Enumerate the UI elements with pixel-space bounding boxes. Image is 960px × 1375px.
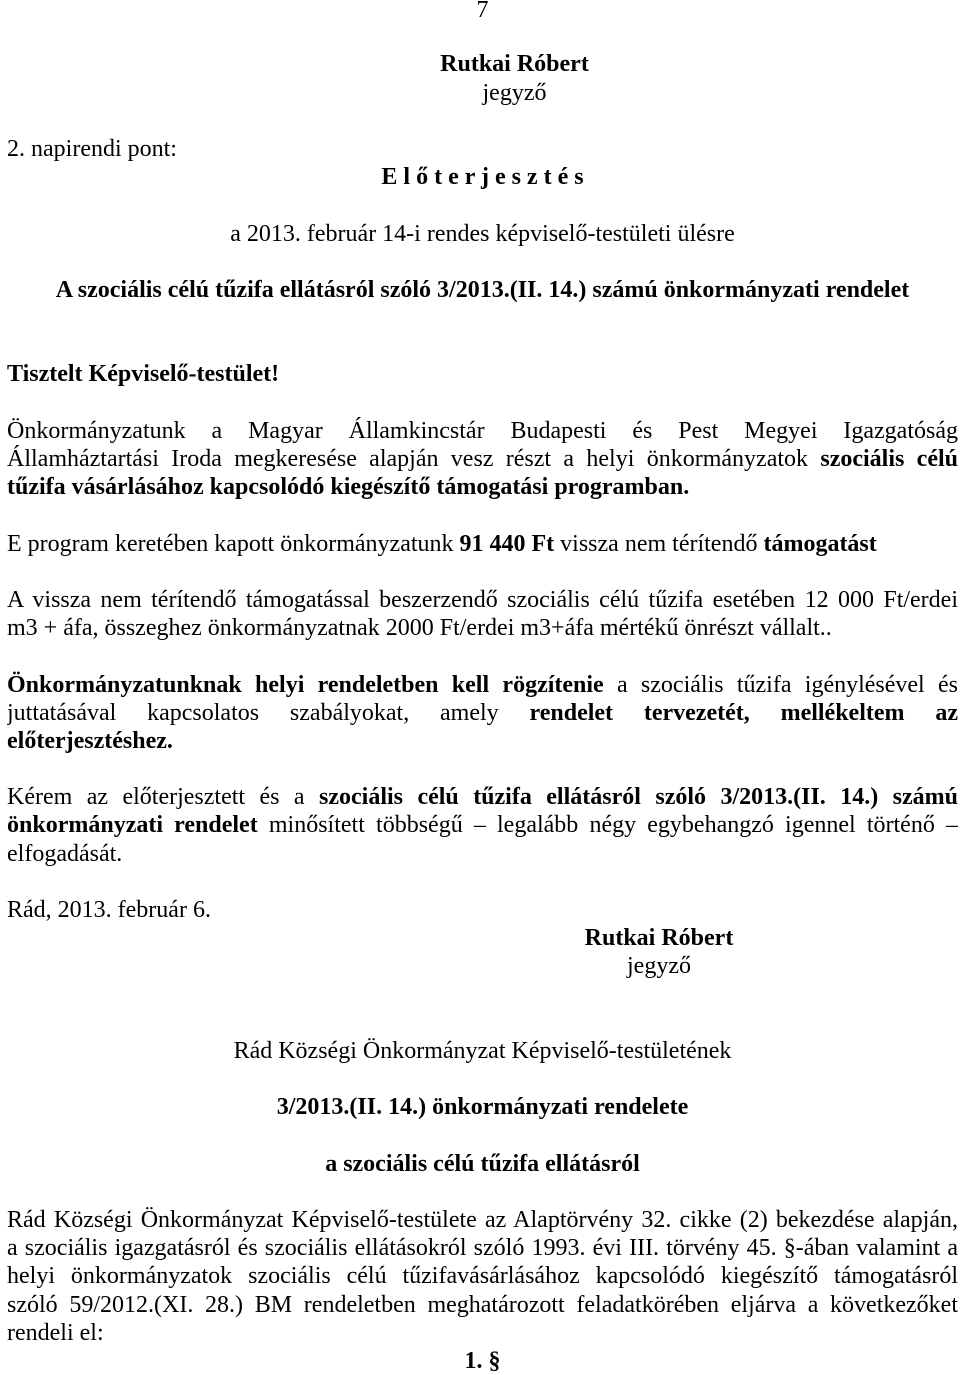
bold-text-run: szociális célú tűzifa ellátásról szóló 3/2013.(II. 14.) számú — [319, 784, 958, 811]
agenda-item: 2. napirendi pont: — [7, 135, 177, 162]
text-run: E program keretében kapott önkormányzatunk — [7, 530, 460, 557]
signer-name: Rutkai Róbert — [584, 925, 734, 952]
paragraph-3 — [7, 586, 958, 642]
regulation-preamble — [7, 1206, 958, 1347]
paragraph-line — [7, 727, 958, 755]
paragraph-1 — [7, 417, 958, 502]
bold-text-run: tűzifa vásárlásához kapcsolódó kiegészítő támogatási programban. — [7, 474, 690, 501]
paragraph-line — [7, 783, 958, 811]
paragraph-line — [7, 614, 958, 642]
document-page — [7, 0, 958, 1375]
paragraph-line — [7, 445, 958, 473]
preamble-line: Rád Községi Önkormányzat Képviselő-testülete az Alaptörvény 32. cikke (2) bekezdése alapján, — [7, 1207, 958, 1234]
preamble-line: rendeli el: — [7, 1319, 104, 1346]
text-run: elfogadását. — [7, 840, 123, 867]
subject-heading: A szociális célú tűzifa ellátásról szóló 3/2013.(II. 14.) számú önkormányzati rendelet — [55, 276, 910, 303]
paragraph-line — [7, 417, 958, 445]
regulation-issuer: Rád Községi Önkormányzat Képviselő-testületének — [233, 1037, 732, 1064]
bold-text-run: önkormányzati rendelet — [7, 812, 258, 839]
paragraph-line — [7, 586, 958, 614]
text-run: A vissza nem térítendő támogatással beszerzendő szociális célú tűzifa esetében 12 000 Ft/erdei — [7, 586, 958, 613]
author-name: Rutkai Róbert — [440, 51, 589, 78]
text-run: minősített többségű – legalább négy egybehangzó igennel történő – — [257, 812, 958, 839]
preamble-line: szóló 59/2012.(XI. 28.) BM rendeletben meghatározott feladatkörében eljárva a következőket — [7, 1291, 958, 1318]
bold-text-run: szociális célú — [820, 446, 958, 473]
text-run: Államháztartási Iroda megkeresése alapján vesz részt a helyi önkormányzatok — [7, 446, 821, 473]
author-title: jegyző — [482, 79, 547, 106]
bold-text-run: Önkormányzatunknak helyi rendeletben kell rögzítenie — [7, 671, 604, 698]
regulation-title: a szociális célú tűzifa ellátásról — [325, 1150, 640, 1177]
meeting-line: a 2013. február 14-i rendes képviselő-testületi ülésre — [230, 220, 735, 247]
bold-text-run: rendelet tervezetét, mellékeltem az — [529, 699, 958, 726]
paragraph-2 — [7, 530, 958, 558]
preamble-line: a szociális igazgatásról és szociális ellátásokról szóló 1993. évi III. törvény 45. §-ában valamint a — [7, 1235, 958, 1262]
preamble-line: helyi önkormányzatok szociális célú tűzifavásárlásához kapcsolódó kiegészítő támogatásról — [7, 1263, 958, 1290]
paragraph-line — [7, 840, 958, 868]
paragraph-5 — [7, 783, 958, 868]
bold-text-run: támogatást — [763, 530, 877, 557]
regulation-number: 3/2013.(II. 14.) önkormányzati rendelete — [276, 1094, 689, 1121]
paragraph-4 — [7, 671, 958, 756]
text-run: vissza nem térítendő — [554, 530, 764, 557]
section-number: 1. § — [464, 1348, 501, 1375]
paragraph-line — [7, 811, 958, 839]
text-run: Önkormányzatunk a Magyar Államkincstár Budapesti és Pest Megyei Igazgatóság — [7, 417, 958, 444]
bold-text-run: 91 440 Ft — [459, 530, 555, 557]
text-run: Kérem az előterjesztett és a — [7, 784, 320, 811]
page-number: 7 — [476, 0, 489, 23]
text-run: juttatásával kapcsolatos szabályokat, amely — [7, 699, 530, 726]
document-type-heading: E l ő t e r j e s z t é s — [381, 164, 584, 191]
paragraph-line — [7, 671, 958, 699]
paragraph-line — [7, 473, 958, 501]
text-run: a szociális tűzifa igénylésével és — [603, 671, 958, 698]
signer-title: jegyző — [627, 953, 691, 980]
place-and-date: Rád, 2013. február 6. — [7, 897, 211, 924]
salutation: Tisztelt Képviselő-testület! — [7, 361, 280, 388]
paragraph-line — [7, 530, 958, 558]
bold-text-run: előterjesztéshez. — [7, 727, 173, 754]
paragraph-line — [7, 699, 958, 727]
text-run: m3 + áfa, összeghez önkormányzatnak 2000 Ft/erdei m3+áfa mértékű önrészt vállalt.. — [7, 615, 832, 642]
